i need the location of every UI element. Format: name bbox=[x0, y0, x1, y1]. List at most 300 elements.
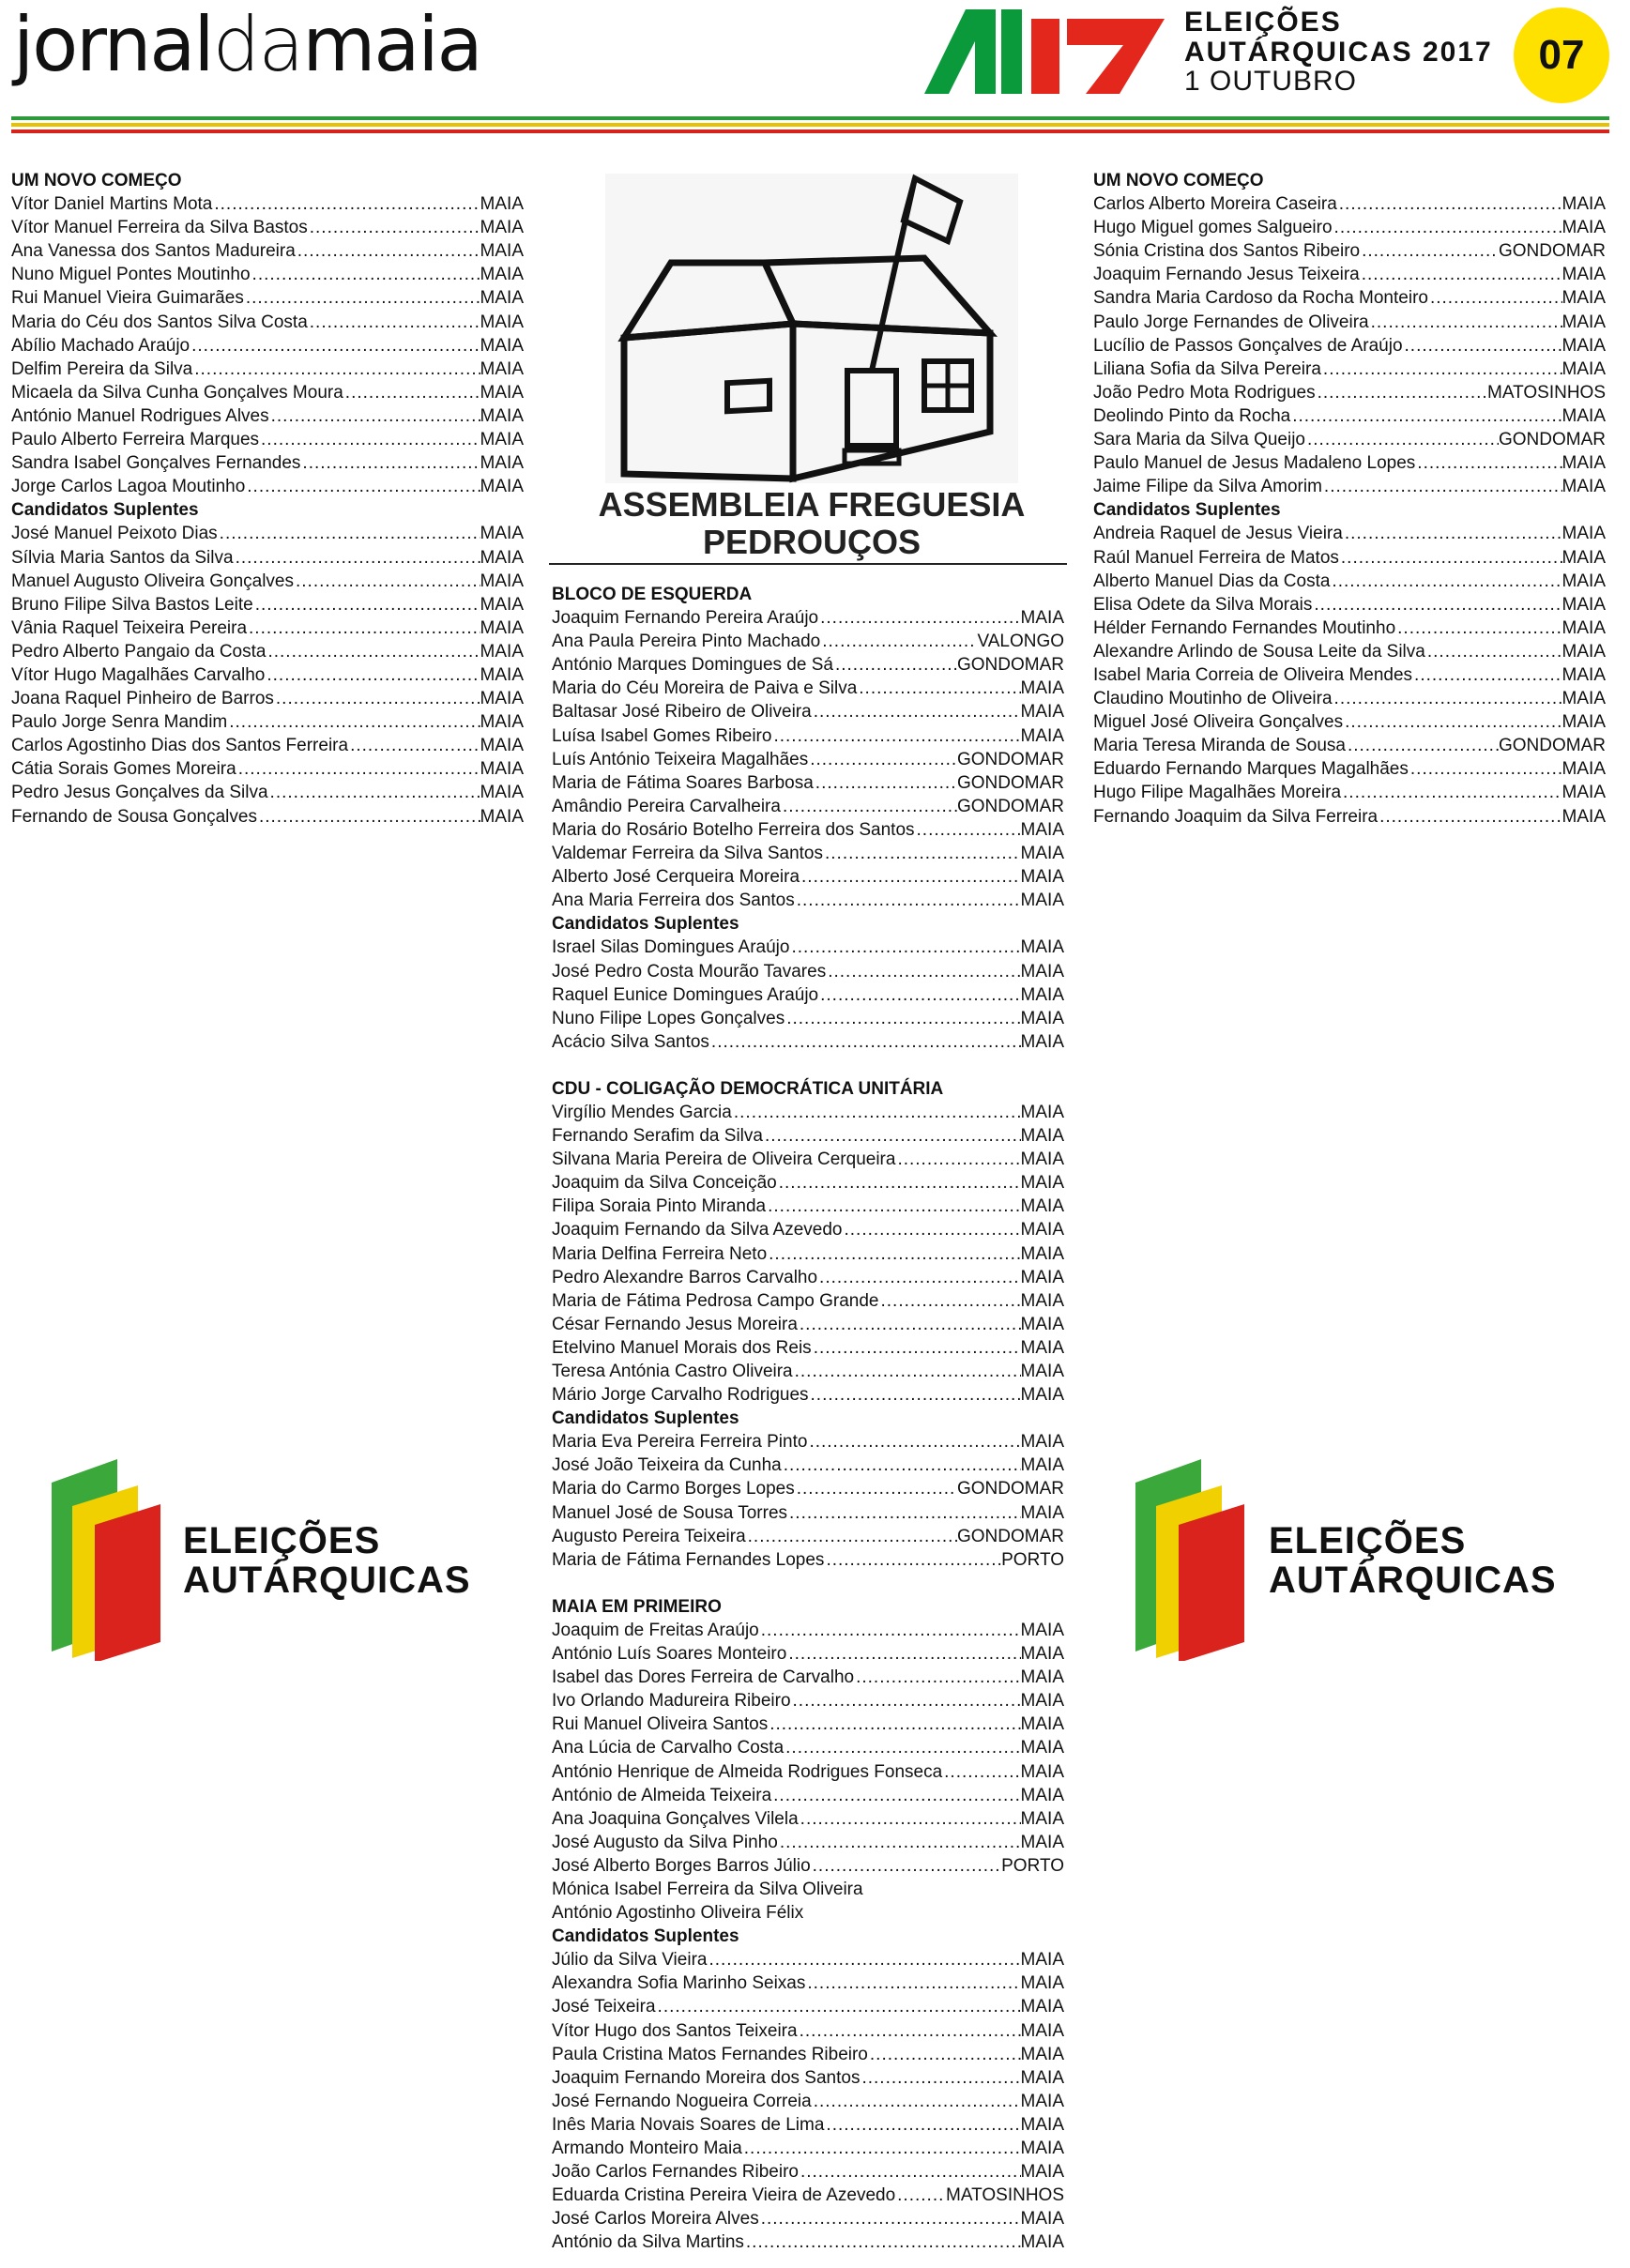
candidate-name: António Henrique de Almeida Rodrigues Fonseca bbox=[552, 1761, 943, 1782]
candidate-city: MAIA bbox=[480, 594, 524, 615]
leader-dots bbox=[656, 1995, 1021, 2018]
leader-dots bbox=[1360, 263, 1562, 286]
list-item bbox=[552, 1760, 1064, 1784]
candidate-name: António Manuel Rodrigues Alves bbox=[11, 405, 269, 426]
leader-dots bbox=[791, 1689, 1021, 1712]
candidate-city: MAIA bbox=[1020, 1432, 1064, 1453]
candidate-city: MAIA bbox=[480, 430, 524, 450]
candidate-city: MAIA bbox=[480, 759, 524, 780]
candidate-city: MAIA bbox=[1020, 2139, 1064, 2158]
candidate-name: Sílvia Maria Santos da Silva bbox=[11, 547, 234, 568]
candidate-city: MAIA bbox=[1020, 1738, 1064, 1758]
list-item bbox=[552, 1430, 1064, 1454]
candidate-name: Pedro Alexandre Barros Carvalho bbox=[552, 1267, 818, 1287]
candidate-name: José Teixeira bbox=[552, 1997, 656, 2017]
candidate-city: MAIA bbox=[1020, 1337, 1064, 1358]
list-item bbox=[552, 1525, 1064, 1548]
candidate-name: Luísa Isabel Gomes Ribeiro bbox=[552, 725, 772, 746]
candidate-city: MAIA bbox=[480, 312, 524, 332]
candidate-name: Alexandre Arlindo de Sousa Leite da Silva bbox=[1093, 641, 1425, 662]
candidate-city: MAIA bbox=[1020, 819, 1064, 840]
candidate-city: MAIA bbox=[1020, 1267, 1064, 1287]
list-item bbox=[1093, 404, 1606, 428]
leader-dots bbox=[763, 1124, 1021, 1148]
leader-dots bbox=[800, 865, 1021, 889]
leader-dots bbox=[795, 1477, 957, 1500]
leader-dots bbox=[265, 663, 480, 687]
house-illustration-icon bbox=[605, 174, 1018, 483]
candidate-name: Luís António Teixeira Magalhães bbox=[552, 749, 809, 769]
leader-dots bbox=[818, 983, 1020, 1007]
leader-dots bbox=[1425, 640, 1562, 663]
list-item bbox=[552, 936, 1064, 959]
leader-dots bbox=[296, 239, 480, 263]
candidate-city: MAIA bbox=[1561, 759, 1606, 780]
candidate-name: José Augusto da Silva Pinho bbox=[552, 1832, 778, 1852]
list-item bbox=[552, 1878, 1064, 1901]
list-item bbox=[552, 771, 1064, 795]
list-item bbox=[1093, 311, 1606, 334]
candidate-name: Maria Teresa Miranda de Sousa bbox=[1093, 736, 1346, 756]
candidate-name: Manuel José de Sousa Torres bbox=[552, 1502, 788, 1523]
substitutes-title: Candidatos Suplentes bbox=[552, 914, 739, 935]
list-item bbox=[552, 842, 1064, 865]
candidate-name: César Fernando Jesus Moreira bbox=[552, 1314, 798, 1334]
list-item bbox=[1093, 570, 1606, 593]
list-item bbox=[552, 1854, 1064, 1878]
candidate-city: MAIA bbox=[1561, 594, 1606, 615]
leader-dots bbox=[857, 677, 1020, 700]
assembly-title-line1: ASSEMBLEIA FREGUESIA bbox=[598, 485, 1026, 524]
candidate-city: MAIA bbox=[1020, 2044, 1064, 2064]
list-item bbox=[552, 1313, 1064, 1336]
color-stripes bbox=[11, 116, 1609, 136]
leader-dots bbox=[1290, 404, 1561, 428]
candidate-name: António Agostinho Oliveira Félix bbox=[552, 1903, 804, 1924]
list-item bbox=[1093, 546, 1606, 570]
candidate-name: Maria do Carmo Borges Lopes bbox=[552, 1479, 795, 1499]
list-item bbox=[552, 1712, 1064, 1736]
candidate-name: João Pedro Mota Rodrigues bbox=[1093, 382, 1316, 403]
leader-dots bbox=[778, 1831, 1021, 1854]
leader-dots bbox=[787, 1501, 1021, 1525]
list-item bbox=[552, 1124, 1064, 1148]
leader-dots bbox=[879, 1289, 1021, 1313]
list-item bbox=[11, 239, 524, 263]
candidate-city: MAIA bbox=[1020, 1008, 1064, 1028]
list-item bbox=[11, 311, 524, 334]
party-title: UM NOVO COMEÇO bbox=[1093, 171, 1264, 190]
candidate-name: Maria Delfina Ferreira Neto bbox=[552, 1243, 768, 1264]
candidate-city: MAIA bbox=[1020, 725, 1064, 746]
candidate-city: MAIA bbox=[1561, 712, 1606, 733]
list-item bbox=[552, 1501, 1064, 1525]
candidate-city: MAIA bbox=[1561, 547, 1606, 568]
party-title: BLOCO DE ESQUERDA bbox=[552, 585, 753, 604]
candidate-name: Carlos Alberto Moreira Caseira bbox=[1093, 194, 1337, 215]
list-item bbox=[552, 724, 1064, 748]
candidate-name: Sónia Cristina dos Santos Ribeiro bbox=[1093, 241, 1361, 262]
candidate-name: Eduardo Fernando Marques Magalhães bbox=[1093, 759, 1409, 780]
list-item bbox=[552, 1148, 1064, 1171]
candidate-name: Augusto Pereira Teixeira bbox=[552, 1526, 746, 1546]
candidate-city: VALONGO bbox=[977, 632, 1064, 652]
candidate-city: MAIA bbox=[1020, 2020, 1064, 2041]
leader-dots bbox=[817, 1266, 1021, 1289]
newspaper-logo bbox=[13, 1, 481, 88]
leader-dots bbox=[234, 546, 480, 570]
candidate-city: MAIA bbox=[1561, 288, 1606, 309]
candidate-name: Júlio da Silva Vieira bbox=[552, 1950, 708, 1971]
candidate-name: António Luís Soares Monteiro bbox=[552, 1644, 787, 1665]
candidate-city: MAIA bbox=[480, 712, 524, 733]
leader-dots bbox=[212, 192, 480, 216]
candidate-city: MAIA bbox=[480, 571, 524, 591]
candidate-city: MAIA bbox=[1020, 1667, 1064, 1688]
leader-dots bbox=[1346, 734, 1499, 757]
candidate-city: MAIA bbox=[480, 358, 524, 379]
list-item bbox=[1093, 428, 1606, 451]
candidate-name: Isabel Maria Correia de Oliveira Mendes bbox=[1093, 664, 1413, 685]
leader-dots bbox=[824, 1548, 1001, 1572]
list-item bbox=[552, 1642, 1064, 1666]
list-item bbox=[1093, 216, 1606, 239]
candidate-name: Joaquim Fernando Jesus Teixeira bbox=[1093, 265, 1360, 285]
party-title: UM NOVO COMEÇO bbox=[11, 171, 182, 190]
logo-maia: maia bbox=[302, 1, 481, 88]
leader-dots bbox=[1343, 522, 1562, 545]
candidate-city: GONDOMAR bbox=[957, 772, 1064, 793]
leader-dots bbox=[789, 936, 1020, 959]
candidate-city: MAIA bbox=[1561, 641, 1606, 662]
leader-dots bbox=[746, 1525, 957, 1548]
candidate-city: MAIA bbox=[1020, 1220, 1064, 1241]
candidate-city: MAIA bbox=[480, 617, 524, 638]
candidate-city: MAIA bbox=[480, 453, 524, 474]
candidate-name: Pedro Jesus Gonçalves da Silva bbox=[11, 783, 268, 803]
candidate-name: Vítor Daniel Martins Mota bbox=[11, 194, 213, 215]
candidate-city: MAIA bbox=[1020, 2091, 1064, 2111]
list-item bbox=[1093, 781, 1606, 804]
candidate-city: MAIA bbox=[480, 405, 524, 426]
list-item bbox=[1093, 687, 1606, 710]
candidate-name: Ana Joaquina Gonçalves Vilela bbox=[552, 1808, 799, 1829]
candidate-name: Raquel Eunice Domingues Araújo bbox=[552, 984, 819, 1005]
leader-dots bbox=[795, 889, 1021, 912]
list-item bbox=[552, 1901, 1064, 1925]
list-item bbox=[11, 640, 524, 663]
list-item bbox=[552, 1101, 1064, 1124]
list-item bbox=[1093, 381, 1606, 404]
candidate-name: Joaquim Fernando da Silva Azevedo bbox=[552, 1220, 843, 1241]
middle-column bbox=[552, 583, 1064, 2254]
election-title bbox=[1184, 8, 1493, 97]
list-item bbox=[552, 700, 1064, 723]
list-item bbox=[1093, 334, 1606, 358]
candidate-city: MAIA bbox=[1561, 477, 1606, 497]
assembly-title-line2: PEDROUÇOS bbox=[702, 523, 922, 561]
candidate-city: MAIA bbox=[1020, 1761, 1064, 1782]
candidate-city: MAIA bbox=[1561, 218, 1606, 238]
candidate-city: MAIA bbox=[1020, 1362, 1064, 1381]
candidate-name: Jaime Filipe da Silva Amorim bbox=[1093, 477, 1322, 497]
candidate-name: Abílio Machado Araújo bbox=[11, 335, 190, 356]
left-column bbox=[11, 169, 524, 829]
list-item bbox=[11, 451, 524, 475]
candidate-city: MAIA bbox=[1020, 2162, 1064, 2183]
candidate-name: Rui Manuel Vieira Guimarães bbox=[11, 288, 244, 309]
candidate-city: MAIA bbox=[480, 382, 524, 403]
candidate-city: MAIA bbox=[1020, 678, 1064, 699]
list-item bbox=[552, 2230, 1064, 2254]
list-item bbox=[552, 1948, 1064, 1971]
leader-dots bbox=[781, 795, 957, 818]
list-item bbox=[1093, 640, 1606, 663]
list-item bbox=[552, 1548, 1064, 1572]
candidate-name: Maria do Céu Moreira de Paiva e Silva bbox=[552, 678, 858, 699]
party-section bbox=[552, 1077, 1064, 1572]
candidate-city: MAIA bbox=[1020, 1808, 1064, 1829]
leader-dots bbox=[860, 2066, 1020, 2090]
candidate-city: MAIA bbox=[1561, 312, 1606, 332]
candidate-city: MAIA bbox=[1561, 194, 1606, 215]
candidate-name: António Marques Domingues de Sá bbox=[552, 655, 833, 676]
leader-dots bbox=[771, 1784, 1020, 1807]
leader-dots bbox=[707, 1948, 1020, 1971]
election-line1: ELEIÇÕES bbox=[1184, 7, 1342, 38]
list-item bbox=[552, 2137, 1064, 2160]
leader-dots bbox=[814, 771, 957, 795]
party-title: CDU - COLIGAÇÃO DEMOCRÁTICA UNITÁRIA bbox=[552, 1078, 944, 1099]
leader-dots bbox=[798, 1313, 1021, 1336]
leader-dots bbox=[274, 687, 480, 710]
leader-dots bbox=[807, 1430, 1020, 1454]
leader-dots bbox=[192, 358, 480, 381]
candidate-name: Teresa Antónia Castro Oliveira bbox=[552, 1362, 793, 1381]
candidate-city: MAIA bbox=[480, 194, 524, 215]
candidate-name: Paulo Jorge Fernandes de Oliveira bbox=[1093, 312, 1369, 332]
leader-dots bbox=[942, 1760, 1020, 1784]
candidate-name: José Alberto Borges Barros Júlio bbox=[552, 1855, 811, 1876]
leader-dots bbox=[1395, 616, 1561, 640]
list-item bbox=[11, 734, 524, 757]
candidate-name: Maria de Fátima Fernandes Lopes bbox=[552, 1549, 825, 1570]
substitutes-title: Candidatos Suplentes bbox=[1093, 500, 1281, 521]
list-item bbox=[1093, 239, 1606, 263]
leader-dots bbox=[812, 1336, 1021, 1360]
candidate-city: MAIA bbox=[1020, 1149, 1064, 1170]
leader-dots bbox=[268, 781, 480, 804]
list-item bbox=[552, 889, 1064, 912]
candidate-city: GONDOMAR bbox=[957, 1526, 1064, 1546]
list-item bbox=[552, 1171, 1064, 1195]
leader-dots bbox=[1360, 239, 1499, 263]
party-section bbox=[1093, 169, 1606, 829]
leader-dots bbox=[759, 1619, 1021, 1642]
election-flag-icon bbox=[52, 1459, 164, 1661]
candidate-city: MAIA bbox=[1020, 1243, 1064, 1264]
candidate-city: MAIA bbox=[1020, 890, 1064, 911]
list-item bbox=[11, 286, 524, 310]
candidate-city: MAIA bbox=[1020, 984, 1064, 1005]
leader-dots bbox=[759, 2207, 1021, 2230]
leader-dots bbox=[811, 1854, 1001, 1878]
candidate-city: MAIA bbox=[1020, 1385, 1064, 1406]
list-item bbox=[1093, 451, 1606, 475]
candidate-city: MAIA bbox=[1020, 961, 1064, 982]
substitutes-title: Candidatos Suplentes bbox=[11, 500, 199, 521]
election-line2: AUTÁRQUICAS 2017 bbox=[1184, 36, 1493, 68]
candidate-city: MAIA bbox=[1561, 617, 1606, 638]
list-item bbox=[11, 381, 524, 404]
page-header bbox=[0, 0, 1630, 150]
candidate-name: Maria de Fátima Pedrosa Campo Grande bbox=[552, 1290, 879, 1311]
candidate-name: Claudino Moutinho de Oliveira bbox=[1093, 689, 1333, 709]
candidate-name: Cátia Sorais Gomes Moreira bbox=[11, 759, 236, 780]
badge-line1: ELEIÇÕES bbox=[183, 1520, 381, 1561]
list-item bbox=[11, 616, 524, 640]
candidate-name: Nuno Filipe Lopes Gonçalves bbox=[552, 1008, 785, 1028]
list-item bbox=[11, 781, 524, 804]
list-item bbox=[1093, 192, 1606, 216]
candidate-name: José Fernando Nogueira Correia bbox=[552, 2091, 812, 2111]
candidate-city: MAIA bbox=[1561, 571, 1606, 591]
leader-dots bbox=[294, 570, 480, 593]
leader-dots bbox=[1412, 663, 1562, 687]
leader-dots bbox=[236, 757, 480, 781]
candidate-city: GONDOMAR bbox=[957, 796, 1064, 816]
candidate-city: GONDOMAR bbox=[957, 655, 1064, 676]
candidate-city: MAIA bbox=[1020, 1173, 1064, 1194]
list-item bbox=[11, 805, 524, 829]
leader-dots bbox=[709, 1030, 1021, 1054]
list-item bbox=[552, 818, 1064, 842]
candidate-name: João Carlos Fernandes Ribeiro bbox=[552, 2162, 799, 2183]
leader-dots bbox=[824, 2113, 1020, 2137]
list-item bbox=[11, 404, 524, 428]
candidate-name: Raúl Manuel Ferreira de Matos bbox=[1093, 547, 1339, 568]
list-item bbox=[552, 2207, 1064, 2230]
list-item bbox=[11, 475, 524, 498]
candidate-city: MAIA bbox=[480, 241, 524, 262]
list-item bbox=[552, 1689, 1064, 1712]
candidate-name: Joaquim Fernando Moreira dos Santos bbox=[552, 2067, 861, 2088]
candidate-name: Hugo Miguel gomes Salgueiro bbox=[1093, 218, 1333, 238]
candidate-name: Vítor Hugo dos Santos Teixeira bbox=[552, 2020, 798, 2041]
candidate-name: Armando Monteiro Maia bbox=[552, 2139, 742, 2158]
candidate-city: MAIA bbox=[1020, 1691, 1064, 1712]
candidate-name: Paulo Alberto Ferreira Marques bbox=[11, 430, 260, 450]
list-item bbox=[552, 1007, 1064, 1030]
candidate-name: Virgílio Mendes Garcia bbox=[552, 1102, 732, 1122]
leader-dots bbox=[915, 818, 1021, 842]
candidate-name: Sandra Maria Cardoso da Rocha Monteiro bbox=[1093, 288, 1428, 309]
leader-dots bbox=[793, 1360, 1021, 1383]
list-item bbox=[552, 2184, 1064, 2207]
election-flag-icon bbox=[1135, 1459, 1248, 1661]
election-badge-right bbox=[1135, 1459, 1586, 1661]
leader-dots bbox=[1337, 192, 1562, 216]
candidate-name: Jorge Carlos Lagoa Moutinho bbox=[11, 477, 246, 497]
list-item bbox=[11, 570, 524, 593]
list-item bbox=[11, 687, 524, 710]
leader-dots bbox=[343, 381, 480, 404]
candidate-name: Pedro Alberto Pangaio da Costa bbox=[11, 641, 267, 662]
candidate-city: MAIA bbox=[1020, 1126, 1064, 1147]
candidate-city: MAIA bbox=[1020, 1785, 1064, 1805]
leader-dots bbox=[809, 1383, 1021, 1407]
candidate-city: MAIA bbox=[480, 335, 524, 356]
list-item bbox=[11, 192, 524, 216]
candidate-city: MAIA bbox=[1020, 1290, 1064, 1311]
list-item bbox=[552, 2113, 1064, 2137]
leader-dots bbox=[742, 2137, 1021, 2160]
candidate-name: Carlos Agostinho Dias dos Santos Ferreira bbox=[11, 736, 349, 756]
list-item bbox=[1093, 263, 1606, 286]
leader-dots bbox=[782, 1454, 1021, 1477]
assembly-title bbox=[549, 486, 1074, 561]
candidate-city: MAIA bbox=[1020, 2114, 1064, 2135]
candidate-name: Eduarda Cristina Pereira Vieira de Azevedo bbox=[552, 2185, 896, 2206]
candidate-city: MAIA bbox=[1561, 783, 1606, 803]
candidate-name: Vítor Hugo Magalhães Carvalho bbox=[11, 664, 266, 685]
leader-dots bbox=[744, 2230, 1021, 2254]
candidate-name: Fernando de Sousa Gonçalves bbox=[11, 806, 257, 827]
list-item bbox=[1093, 805, 1606, 829]
list-item bbox=[552, 1784, 1064, 1807]
candidate-name: António da Silva Martins bbox=[552, 2232, 744, 2253]
party-section bbox=[11, 169, 524, 829]
leader-dots bbox=[227, 710, 480, 734]
candidate-name: Ana Vanessa dos Santos Madureira bbox=[11, 241, 296, 262]
candidate-city: GONDOMAR bbox=[957, 1479, 1064, 1499]
candidate-city: MAIA bbox=[480, 664, 524, 685]
candidate-name: Acácio Silva Santos bbox=[552, 1031, 709, 1052]
leader-dots bbox=[799, 1807, 1021, 1831]
leader-dots bbox=[218, 522, 480, 545]
candidate-name: Inês Maria Novais Soares de Lima bbox=[552, 2114, 825, 2135]
list-item bbox=[11, 216, 524, 239]
badge-line1: ELEIÇÕES bbox=[1269, 1520, 1467, 1561]
leader-dots bbox=[1333, 687, 1562, 710]
list-item bbox=[11, 358, 524, 381]
list-item bbox=[552, 983, 1064, 1007]
candidate-city: PORTO bbox=[1001, 1855, 1064, 1876]
substitutes-title: Candidatos Suplentes bbox=[552, 1926, 739, 1947]
assembly-divider bbox=[549, 563, 1067, 565]
leader-dots bbox=[1322, 475, 1562, 498]
leader-dots bbox=[1321, 358, 1562, 381]
leader-dots bbox=[823, 842, 1021, 865]
candidate-name: Sandra Isabel Gonçalves Fernandes bbox=[11, 453, 301, 474]
list-item bbox=[1093, 522, 1606, 545]
leader-dots bbox=[1409, 757, 1562, 781]
candidate-city: MAIA bbox=[480, 524, 524, 544]
candidate-name: Miguel José Oliveira Gonçalves bbox=[1093, 712, 1344, 733]
candidate-name: Joaquim Fernando Pereira Araújo bbox=[552, 608, 819, 629]
page-number-badge: 07 bbox=[1514, 8, 1609, 103]
candidate-city: MAIA bbox=[1561, 453, 1606, 474]
candidate-city: MAIA bbox=[1020, 2209, 1064, 2230]
candidate-city: MAIA bbox=[1020, 1832, 1064, 1852]
leader-dots bbox=[868, 2043, 1021, 2066]
leader-dots bbox=[1333, 216, 1562, 239]
leader-dots bbox=[805, 1971, 1020, 1995]
candidate-name: Micaela da Silva Cunha Gonçalves Moura bbox=[11, 382, 343, 403]
candidate-city: MAIA bbox=[1020, 867, 1064, 888]
candidate-name: Sara Maria da Silva Queijo bbox=[1093, 430, 1305, 450]
candidate-name: Vítor Manuel Ferreira da Silva Bastos bbox=[11, 218, 308, 238]
